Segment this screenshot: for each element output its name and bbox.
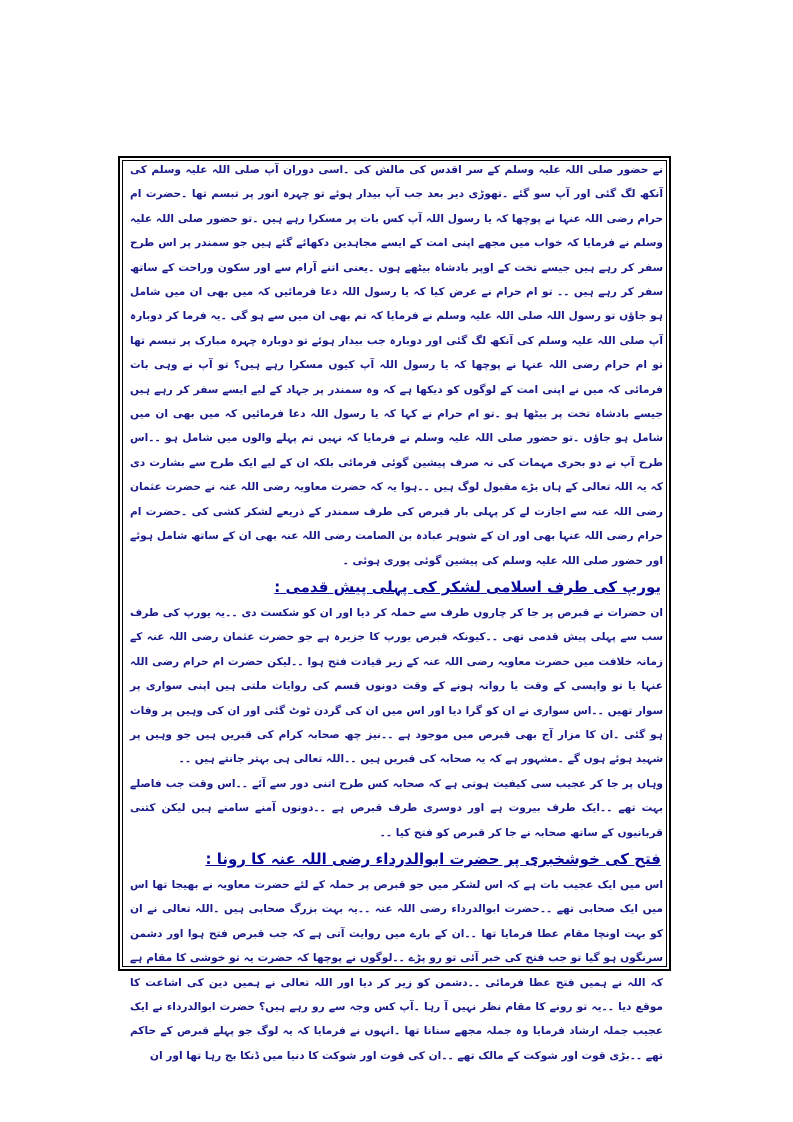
paragraph-abu-darda: اس میں ایک عجیب بات ہے کہ اس لشکر میں جو قبرص پر حملہ کے لئے حضرت معاویہ نے بھیجا تھا اس میں ایک صحابی تھے ۔۔حضرت ابوالدرداء رضی اللہ عنہ ۔۔یہ بہت بزرگ صحابی ہیں ۔اللہ تعالی نے ان کو بہت اونچا مقام عطا فرمایا تھا ۔۔ان کے بارے میں روایت آتی ہے کہ جب قبرص فتح ہوا اور دشمن سرنگوں ہو گیا تو جب فتح کی خبر آئی تو رو پڑے ۔۔لوگوں نے پوچھا کہ حضرت یہ تو خوشی کا مقام ہے کہ اللہ نے ہمیں فتح عطا فرمائی ۔۔دشمن کو زیر کر دیا اور اللہ تعالی نے ہمیں دین کی اشاعت کا موقع دیا ۔۔یہ تو رونے کا مقام نظر نہیں آ رہا ۔آپ کس وجہ سے رو رہے ہیں؟ حضرت ابوالدرداء نے ایک عجیب جملہ ارشاد فرمایا وہ جملہ مجھے سنانا تھا ۔انہوں نے فرمایا کہ یہ لوگ جو پہلے قبرص کے حاکم تھے ۔۔بڑی قوت اور شوکت کے مالک تھے ۔۔ان کی قوت اور شوکت کا دنیا میں ڈنکا بج رہا تھا اور ان bbox=[130, 878, 663, 1062]
paragraph-beirut-cyprus: وہاں پر جا کر عجیب سی کیفیت ہوتی ہے کہ صحابہ کس طرح اتنی دور سے آئے ۔۔اس وقت جب فاصلے بہت تھے ۔۔ایک طرف بیروت ہے اور دوسری طرف قبرص ہے ۔۔دونوں آمنے سامنے ہیں لیکن کتنی قربانیوں کے ساتھ صحابہ نے جا کر قبرص کو فتح کیا ۔۔ bbox=[130, 777, 663, 839]
paragraph-prophecy: نے حضور صلی اللہ علیہ وسلم کے سر اقدس کی مالش کی ۔اسی دوران آپ صلی اللہ علیہ وسلم کی آنکھ لگ گئی اور آپ سو گئے ۔تھوڑی دیر بعد جب آپ بیدار ہوئے تو چہرہ انور پر تبسم تھا ۔حضرت ام حرام رضی اللہ عنہا نے پوچھا کہ یا رسول اللہ آپ کس بات پر مسکرا رہے ہیں ۔تو حضور صلی اللہ علیہ وسلم نے فرمایا کہ خواب میں مجھے اپنی امت کے ایسے مجاہدین دکھائے گئے ہیں جو سمندر پر اس طرح سفر کر رہے ہیں جیسے تخت کے اوپر بادشاہ بیٹھے ہوں ۔یعنی اتنے آرام سے اور سکون وراحت کے ساتھ سفر کر رہے ہیں ۔۔ تو ام حرام نے عرض کیا کہ یا رسول اللہ دعا فرمائیں کہ میں بھی ان میں شامل ہو جاؤں تو رسول اللہ صلی اللہ علیہ وسلم نے فرمایا کہ تم بھی ان میں سے ہو گی ۔یہ فرما کر دوبارہ آپ صلی اللہ علیہ وسلم کی آنکھ لگ گئی اور دوبارہ جب بیدار ہوئے تو دوبارہ چہرہ مبارک پر تبسم تھا تو ام حرام رضی اللہ عنہا نے پوچھا کہ یا رسول اللہ آپ کیوں مسکرا رہے ہیں؟ تو آپ نے وہی بات فرمائی کہ میں نے اپنی امت کے لوگوں کو دیکھا ہے کہ وہ سمندر پر جہاد کے لیے ایسے سفر کر رہے ہیں جیسے بادشاہ تخت پر بیٹھا ہو ۔تو ام حرام نے کہا کہ یا رسول اللہ دعا فرمائیں کہ میں بھی ان میں شامل ہو جاؤں ۔تو حضور صلی اللہ علیہ وسلم نے فرمایا کہ نہیں تم پہلے والوں میں شامل ہو ۔۔اس طرح آپ نے دو بحری مہمات کی نہ صرف پیشین گوئی فرمائی بلکہ ان کے لیے ایک طرح سے بشارت دی کہ یہ اللہ تعالی کے ہاں بڑے مقبول لوگ ہیں ۔۔ہوا یہ کہ حضرت معاویہ رضی اللہ عنہ نے حضرت عثمان رضی اللہ عنہ سے اجازت لے کر پہلی بار قبرص کی طرف سمندر کے ذریعے لشکر کشی کی ۔حضرت ام حرام رضی اللہ عنہا بھی اور ان کے شوہر عبادہ بن الصامت رضی اللہ عنہ بھی ان کے ساتھ شامل ہوئے اور حضور صلی اللہ علیہ وسلم کی پیشین گوئی پوری ہوئی ۔ bbox=[130, 164, 663, 567]
heading-europe-advance: یورپ کی طرف اسلامی لشکر کی پہلی پیش قدمی : bbox=[274, 577, 661, 596]
document-page bbox=[126, 158, 667, 1062]
heading-abu-darda-weeping: فتح کی خوشخبری پر حضرت ابوالدرداء رضی اللہ عنہ کا رونا : bbox=[205, 849, 661, 868]
paragraph-cyprus-conquest: ان حضرات نے قبرص پر جا کر چاروں طرف سے حملہ کر دیا اور ان کو شکست دی ۔۔یہ یورپ کی طرف سب سے پہلی پیش قدمی تھی ۔۔کیونکہ قبرص یورپ کا جزیرہ ہے جو حضرت عثمان رضی اللہ عنہ کے زمانہ خلافت میں حضرت معاویہ رضی اللہ عنہ کے زیر قیادت فتح ہوا ۔۔لیکن حضرت ام حرام رضی اللہ عنہا یا تو واپسی کے وقت یا روانہ ہونے کے وقت دونوں قسم کی روایات ملتی ہیں اپنی سواری پر سوار تھیں ۔۔اس سواری نے ان کو گرا دیا اور اس میں ان کی گردن ٹوٹ گئی اور ان کی وہیں پر وفات ہو گئی ۔ان کا مزار آج بھی قبرص میں موجود ہے ۔۔نیز چھ صحابہ کرام کی قبریں ہیں جو وہیں پر شہید ہوئے ہوں گے ۔مشہور ہے کہ یہ صحابہ کی قبریں ہیں ۔۔اللہ تعالی ہی بہتر جانتے ہیں ۔۔ bbox=[130, 606, 663, 766]
